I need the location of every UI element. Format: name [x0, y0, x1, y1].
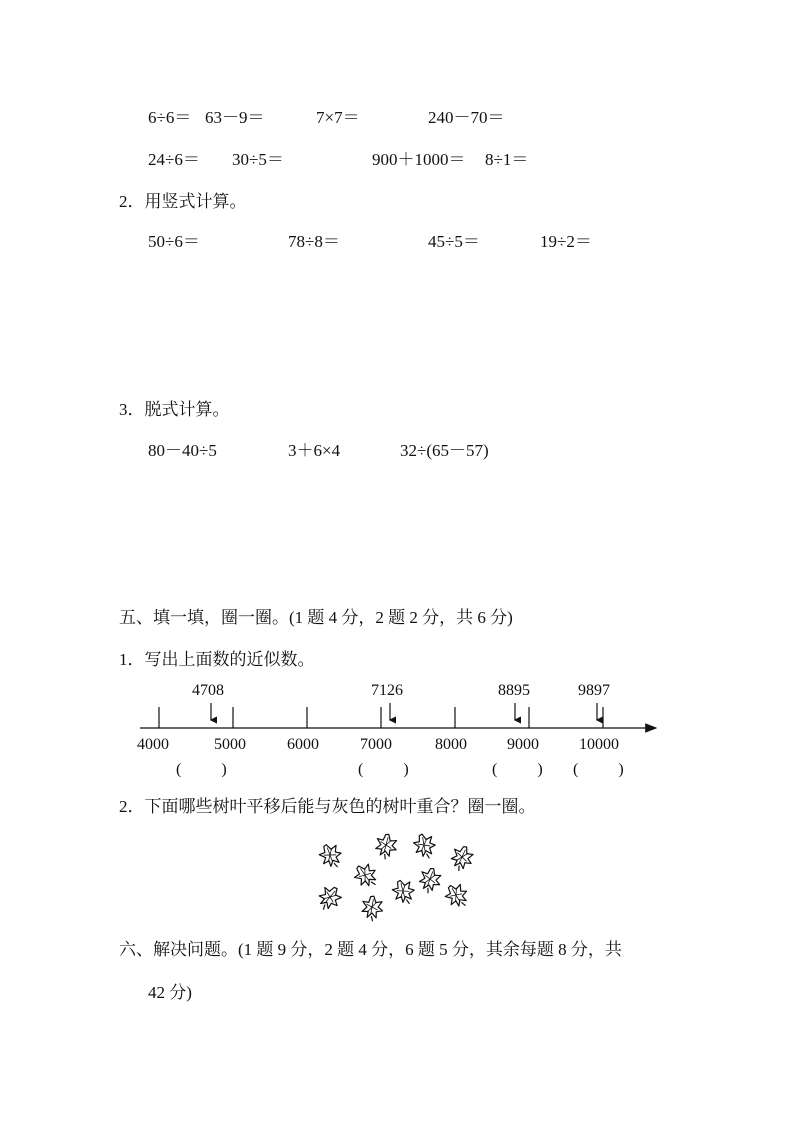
- vertical-calc-item: 50÷6＝: [148, 232, 200, 251]
- leaf: [317, 841, 345, 872]
- oral-item: 6÷6＝: [148, 108, 192, 127]
- answer-blank[interactable]: ( ): [573, 761, 624, 778]
- question-heading: 1．写出上面数的近似数。: [119, 650, 315, 669]
- leaves-illustration: [300, 825, 490, 930]
- stepwise-calc-item: 80－40÷5: [148, 441, 217, 460]
- vertical-calc-item: 78÷8＝: [288, 232, 340, 251]
- tick-label: 8000: [435, 736, 467, 753]
- oral-item: 8÷1＝: [485, 150, 529, 169]
- mark-label: 4708: [192, 682, 224, 699]
- mark-label: 8895: [498, 682, 530, 699]
- leaf: [350, 860, 382, 893]
- question-heading: 2．下面哪些树叶平移后能与灰色的树叶重合？圈一圈。: [119, 797, 536, 816]
- leaf: [313, 882, 345, 915]
- stepwise-calc-item: 32÷(65－57): [400, 441, 489, 460]
- vertical-calc-item: 19÷2＝: [540, 232, 592, 251]
- answer-blank[interactable]: ( ): [492, 761, 543, 778]
- section-heading: 五、填一填，圈一圈。(1 题 4 分，2 题 2 分，共 6 分): [119, 608, 513, 627]
- answer-blank[interactable]: ( ): [358, 761, 409, 778]
- leaf: [373, 832, 400, 862]
- oral-item: 900＋1000＝: [372, 150, 466, 169]
- section-heading: 六、解决问题。(1 题 9 分，2 题 4 分，6 题 5 分，其余每题 8 分，共: [119, 940, 622, 959]
- question-heading: 2．用竖式计算。: [119, 192, 247, 211]
- mark-label: 7126: [371, 682, 403, 699]
- tick-label: 7000: [360, 736, 392, 753]
- oral-item: 240－70＝: [428, 108, 505, 127]
- leaf: [412, 832, 437, 860]
- leaf: [447, 843, 477, 875]
- oral-item: 7×7＝: [316, 108, 360, 127]
- tick-label: 9000: [507, 736, 539, 753]
- answer-blank[interactable]: ( ): [176, 761, 227, 778]
- leaf: [416, 865, 444, 896]
- mark-label: 9897: [578, 682, 610, 699]
- tick-label: 5000: [214, 736, 246, 753]
- oral-item: 63－9＝: [205, 108, 265, 127]
- oral-item: 24÷6＝: [148, 150, 200, 169]
- vertical-calc-item: 45÷5＝: [428, 232, 480, 251]
- oral-item: 30÷5＝: [232, 150, 284, 169]
- tick-label: 4000: [137, 736, 169, 753]
- leaf-gray: [390, 878, 417, 908]
- stepwise-calc-item: 3＋6×4: [288, 441, 341, 460]
- tick-label: 10000: [579, 736, 619, 753]
- tick-label: 6000: [287, 736, 319, 753]
- leaf: [360, 894, 385, 922]
- section-heading-continued: 42 分): [148, 983, 192, 1002]
- question-heading: 3．脱式计算。: [119, 400, 230, 419]
- leaf: [442, 880, 473, 912]
